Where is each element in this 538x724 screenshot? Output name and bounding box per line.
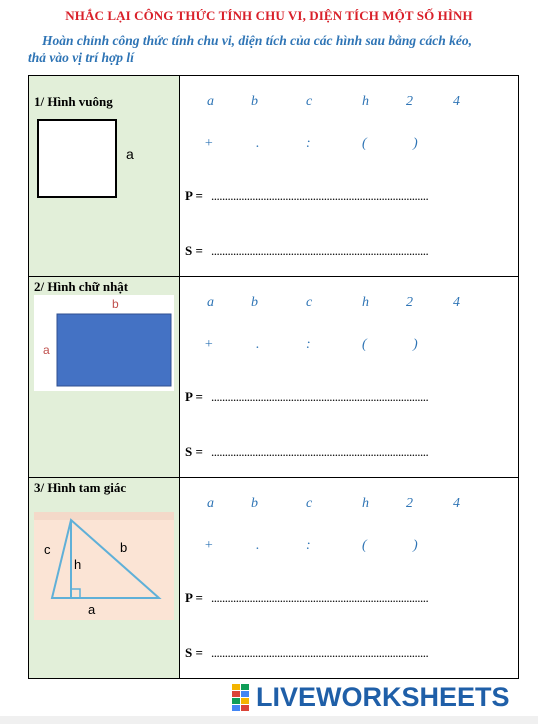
figure-label-a: a [88,602,96,617]
drag-tile[interactable]: h [362,496,369,511]
instruction [28,32,528,66]
drag-tile[interactable]: 2 [406,295,413,310]
perimeter-label: P = [185,188,203,203]
brand-text[interactable]: LIVEWORKSHEETS [256,682,510,712]
drag-tile[interactable]: : [306,136,311,151]
perimeter-drop-zone[interactable]: ............................................................................... [211,389,429,404]
drag-tile[interactable]: c [306,94,313,109]
perimeter-formula [185,590,428,606]
perimeter-formula [185,389,428,405]
area-drop-zone[interactable]: ............................................................................... [211,243,429,258]
formula-cell-rectangle [180,277,519,478]
area-drop-zone[interactable]: ............................................................................... [211,645,429,660]
drag-tile[interactable]: 2 [406,496,413,511]
shape-cell-triangle [29,478,180,679]
triangle-figure [34,512,174,620]
drag-tile[interactable]: + [204,337,214,352]
drag-tile[interactable]: b [251,295,258,310]
drag-tile[interactable]: c [306,496,313,511]
drag-tile[interactable]: a [207,94,214,109]
figure-label-a: a [126,146,134,162]
figure-label-c: c [44,542,51,557]
area-formula [185,645,428,661]
drag-tile[interactable]: a [207,496,214,511]
shape-cell-rectangle [29,277,180,478]
figure-label-a: a [43,343,50,357]
rectangle-figure [34,295,174,391]
perimeter-drop-zone[interactable]: ............................................................................... [211,590,429,605]
figure-label-b: b [112,297,119,311]
footer-divider [0,716,538,724]
drag-tile[interactable]: 4 [453,496,460,511]
drag-tile[interactable]: 4 [453,94,460,109]
figure-label-b: b [120,540,128,555]
drag-tile[interactable]: a [207,295,214,310]
area-label: S = [185,645,203,660]
figure-label-h: h [74,557,82,572]
drag-tile[interactable]: ) [413,538,418,553]
drag-tile[interactable]: : [306,337,311,352]
shape-label: 2/ Hình chữ nhật [34,279,129,294]
drag-tile[interactable]: h [362,295,369,310]
perimeter-drop-zone[interactable]: ............................................................................... [211,188,429,203]
area-label: S = [185,243,203,258]
shape-cell-square [29,76,180,277]
area-formula [185,444,428,460]
page-title: NHẮC LẠI CÔNG THỨC TÍNH CHU VI, DIỆN TÍCH MỘT SỐ HÌNH [65,8,473,23]
area-drop-zone[interactable]: ............................................................................... [211,444,429,459]
instruction-line-2: thả vào vị trí hợp lí [28,50,134,65]
row-triangle [29,478,519,679]
drag-tile[interactable]: 2 [406,94,413,109]
square-figure [35,118,155,200]
worksheet-table [28,75,519,679]
perimeter-label: P = [185,389,203,404]
perimeter-label: P = [185,590,203,605]
drag-tile[interactable]: . [256,136,260,151]
formula-cell-triangle [180,478,519,679]
drag-tile[interactable]: c [306,295,313,310]
drag-tile[interactable]: ( [362,337,367,352]
drag-tile[interactable]: ( [362,136,367,151]
drag-tile[interactable]: : [306,538,311,553]
shape-label: 1/ Hình vuông [34,94,113,109]
formula-cell-square [180,76,519,277]
drag-tile[interactable]: . [256,538,260,553]
drag-tile[interactable]: ) [413,136,418,151]
row-rectangle [29,277,519,478]
instruction-line-1: Hoàn chỉnh công thức tính chu vi, diện tích của các hình sau bằng cách kéo, [42,33,473,48]
drag-tile[interactable]: ) [413,337,418,352]
drag-tile[interactable]: + [204,136,214,151]
drag-tile[interactable]: . [256,337,260,352]
row-square [29,76,519,277]
footer [0,680,538,724]
liveworksheets-logo-icon [232,684,250,712]
drag-tile[interactable]: + [204,538,214,553]
area-label: S = [185,444,203,459]
perimeter-formula [185,188,428,204]
drag-tile[interactable]: b [251,94,258,109]
area-formula [185,243,428,259]
shape-label: 3/ Hình tam giác [34,480,127,495]
drag-tile[interactable]: ( [362,538,367,553]
drag-tile[interactable]: b [251,496,258,511]
drag-tile[interactable]: h [362,94,369,109]
drag-tile[interactable]: 4 [453,295,460,310]
